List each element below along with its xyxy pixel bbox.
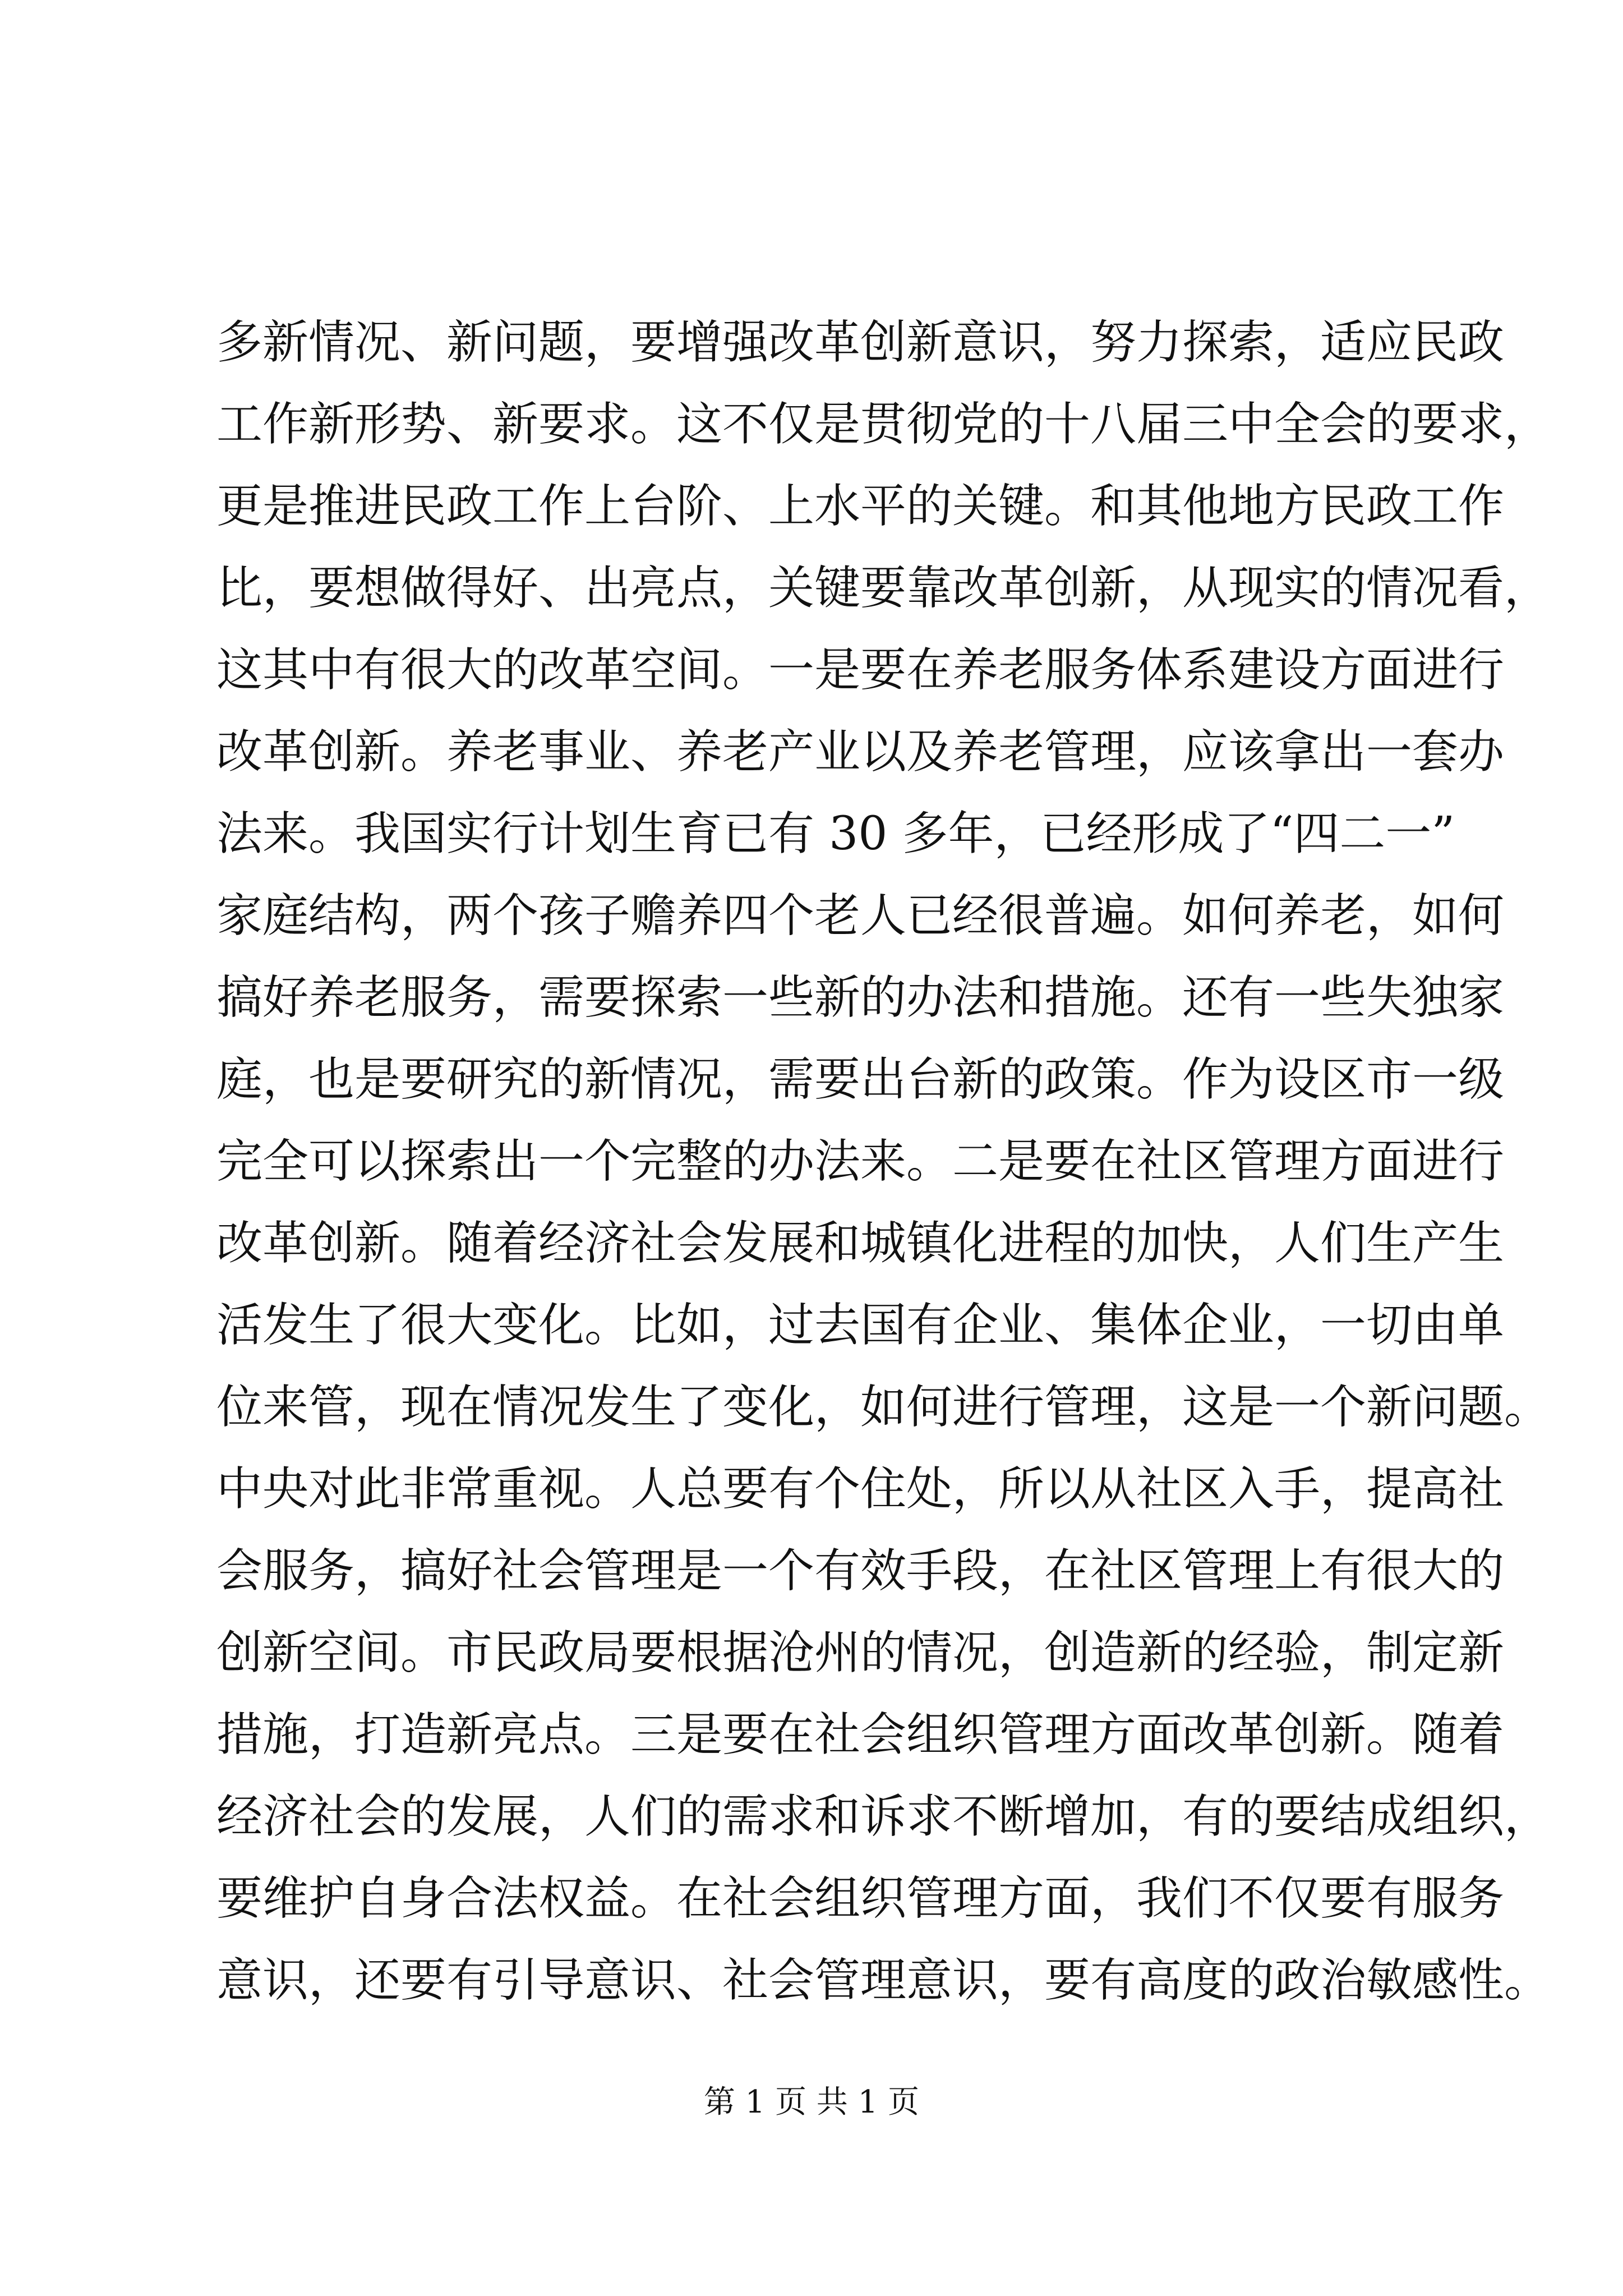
text-line: 活发生了很大变化。比如，过去国有企业、集体企业，一切由单 — [216, 1299, 1505, 1352]
text-line: 要维护自身合法权益。在社会组织管理方面，我们不仅要有服务 — [216, 1872, 1505, 1925]
text-line: 位来管，现在情况发生了变化，如何进行管理，这是一个新问题。 — [216, 1381, 1551, 1434]
page-footer: 第 1 页 共 1 页 — [703, 2084, 920, 2120]
text-line: 完全可以探索出一个完整的办法来。二是要在社区管理方面进行 — [216, 1135, 1505, 1188]
text-line: 搞好养老服务，需要探索一些新的办法和措施。还有一些失独家 — [216, 971, 1505, 1024]
text-line: 改革创新。养老事业、养老产业以及养老管理，应该拿出一套办 — [216, 725, 1505, 779]
text-line: 创新空间。市民政局要根据沧州的情况，创造新的经验，制定新 — [216, 1626, 1505, 1680]
body-text — [216, 302, 1551, 2022]
text-line: 这其中有很大的改革空间。一是要在养老服务体系建设方面进行 — [216, 643, 1505, 697]
text-line: 法来。我国实行计划生育已有 30 多年，已经形成了“四二一” — [216, 807, 1455, 861]
text-line: 庭，也是要研究的新情况，需要出台新的政策。作为设区市一级 — [216, 1053, 1505, 1106]
text-line: 会服务，搞好社会管理是一个有效手段，在社区管理上有很大的 — [216, 1544, 1505, 1598]
text-line: 措施，打造新亮点。三是要在社会组织管理方面改革创新。随着 — [216, 1708, 1505, 1761]
text-line: 意识，还要有引导意识、社会管理意识，要有高度的政治敏感性。 — [216, 1954, 1551, 2007]
text-line: 家庭结构，两个孩子赡养四个老人已经很普遍。如何养老，如何 — [216, 889, 1505, 942]
text-line: 比，要想做得好、出亮点，关键要靠改革创新，从现实的情况看， — [216, 562, 1551, 615]
text-line: 更是推进民政工作上台阶、上水平的关键。和其他地方民政工作 — [216, 480, 1505, 533]
text-line: 改革创新。随着经济社会发展和城镇化进程的加快，人们生产生 — [216, 1217, 1505, 1270]
text-line: 工作新形势、新要求。这不仅是贯彻党的十八届三中全会的要求， — [216, 398, 1551, 451]
text-line: 中央对此非常重视。人总要有个住处，所以从社区入手，提高社 — [216, 1462, 1505, 1516]
text-line: 多新情况、新问题，要增强改革创新意识，努力探索，适应民政 — [216, 316, 1505, 369]
text-line: 经济社会的发展，人们的需求和诉求不断增加，有的要结成组织， — [216, 1790, 1551, 1843]
